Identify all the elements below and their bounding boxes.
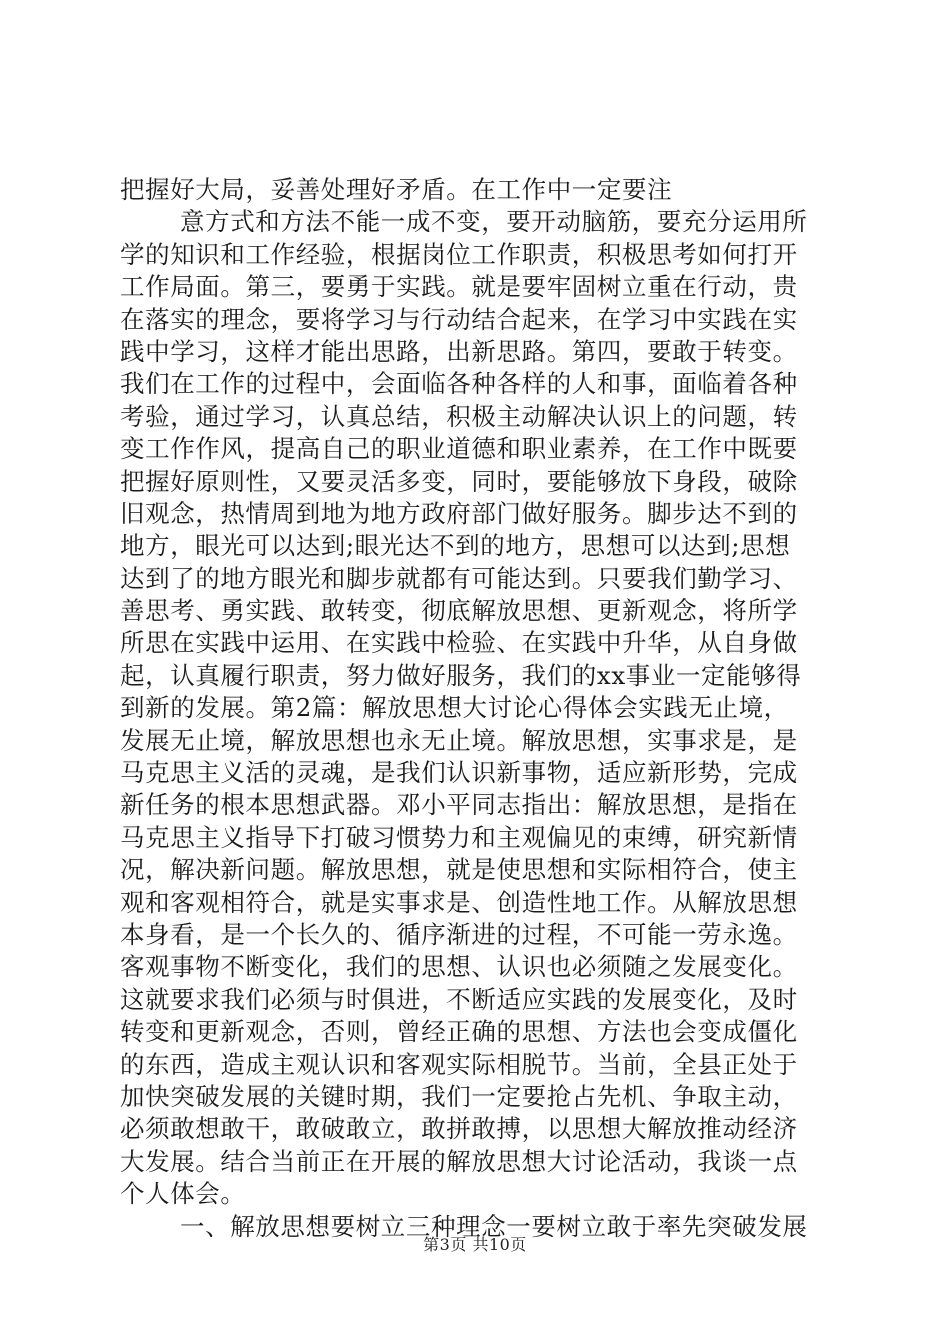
text-line: 的东西，造成主观认识和客观实际相脱节。当前，全县正处于 <box>120 1049 798 1079</box>
text-line: 马克思主义指导下打破习惯势力和主观偏见的束缚，研究新情 <box>120 822 798 852</box>
text-line: 善思考、勇实践、敢转变，彻底解放思想、更新观念，将所学 <box>120 596 798 626</box>
text-line: 践中学习，这样才能出思路，出新思路。第四，要敢于转变。 <box>120 336 798 366</box>
text-line: 加快突破发展的关键时期，我们一定要抢占先机、争取主动， <box>120 1081 798 1111</box>
document-body <box>120 174 832 1243</box>
text-line: 把握好原则性，又要灵活多变，同时，要能够放下身段，破除 <box>120 466 798 496</box>
text-line: 本身看，是一个长久的、循序渐进的过程，不可能一劳永逸。 <box>120 919 798 949</box>
text-line: 所思在实践中运用、在实践中检验、在实践中升华，从自身做 <box>120 628 798 658</box>
text-line: 把握好大局，妥善处理好矛盾。在工作中一定要注 <box>120 175 673 204</box>
text-line: 到新的发展。第2篇：解放思想大讨论心得体会实践无止境， <box>120 693 789 723</box>
text-line: 考验，通过学习，认真总结，积极主动解决认识上的问题，转 <box>120 401 798 431</box>
text-line: 新任务的根本思想武器。邓小平同志指出：解放思想，是指在 <box>120 790 798 820</box>
text-line: 起，认真履行职责，努力做好服务，我们的xx事业一定能够得 <box>120 660 802 690</box>
text-line: 在落实的理念，要将学习与行动结合起来，在学习中实践在实 <box>120 304 798 334</box>
section-heading-line: 一、解放思想要树立三种理念一要树立敢于率先突破发展 <box>180 1211 808 1241</box>
text-line: 个人体会。 <box>120 1179 246 1209</box>
text-line: 达到了的地方眼光和脚步就都有可能达到。只要我们勤学习、 <box>120 563 798 593</box>
text-line: 工作局面。第三，要勇于实践。就是要牢固树立重在行动，贵 <box>120 272 798 302</box>
text-line: 变工作作风，提高自己的职业道德和职业素养，在工作中既要 <box>120 434 798 464</box>
text-line: 我们在工作的过程中，会面临各种各样的人和事，面临着各种 <box>120 369 798 399</box>
text-line: 马克思主义活的灵魂，是我们认识新事物，适应新形势，完成 <box>120 758 798 788</box>
text-line: 必须敢想敢干，敢破敢立，敢拼敢搏，以思想大解放推动经济 <box>120 1114 798 1144</box>
text-line: 旧观念，热情周到地为地方政府部门做好服务。脚步达不到的 <box>120 498 798 528</box>
text-line: 客观事物不断变化，我们的思想、认识也必须随之发展变化。 <box>120 952 798 982</box>
text-line: 况，解决新问题。解放思想，就是使思想和实际相符合，使主 <box>120 855 798 885</box>
text-line: 地方，眼光可以达到;眼光达不到的地方，思想可以达到;思想 <box>120 531 791 561</box>
text-line: 大发展。结合当前正在开展的解放思想大讨论活动，我谈一点 <box>120 1146 798 1176</box>
page-number-footer: 第3页 共10页 <box>423 1235 527 1254</box>
text-line: 发展无止境，解放思想也永无止境。解放思想，实事求是，是 <box>120 725 798 755</box>
text-line: 这就要求我们必须与时俱进，不断适应实践的发展变化，及时 <box>120 984 798 1014</box>
text-line: 意方式和方法不能一成不变，要开动脑筋，要充分运用所 <box>180 207 808 237</box>
text-line: 学的知识和工作经验，根据岗位工作职责，积极思考如何打开 <box>120 239 798 269</box>
text-line: 转变和更新观念，否则，曾经正确的思想、方法也会变成僵化 <box>120 1017 798 1047</box>
text-line: 观和客观相符合，就是实事求是、创造性地工作。从解放思想 <box>120 887 798 917</box>
